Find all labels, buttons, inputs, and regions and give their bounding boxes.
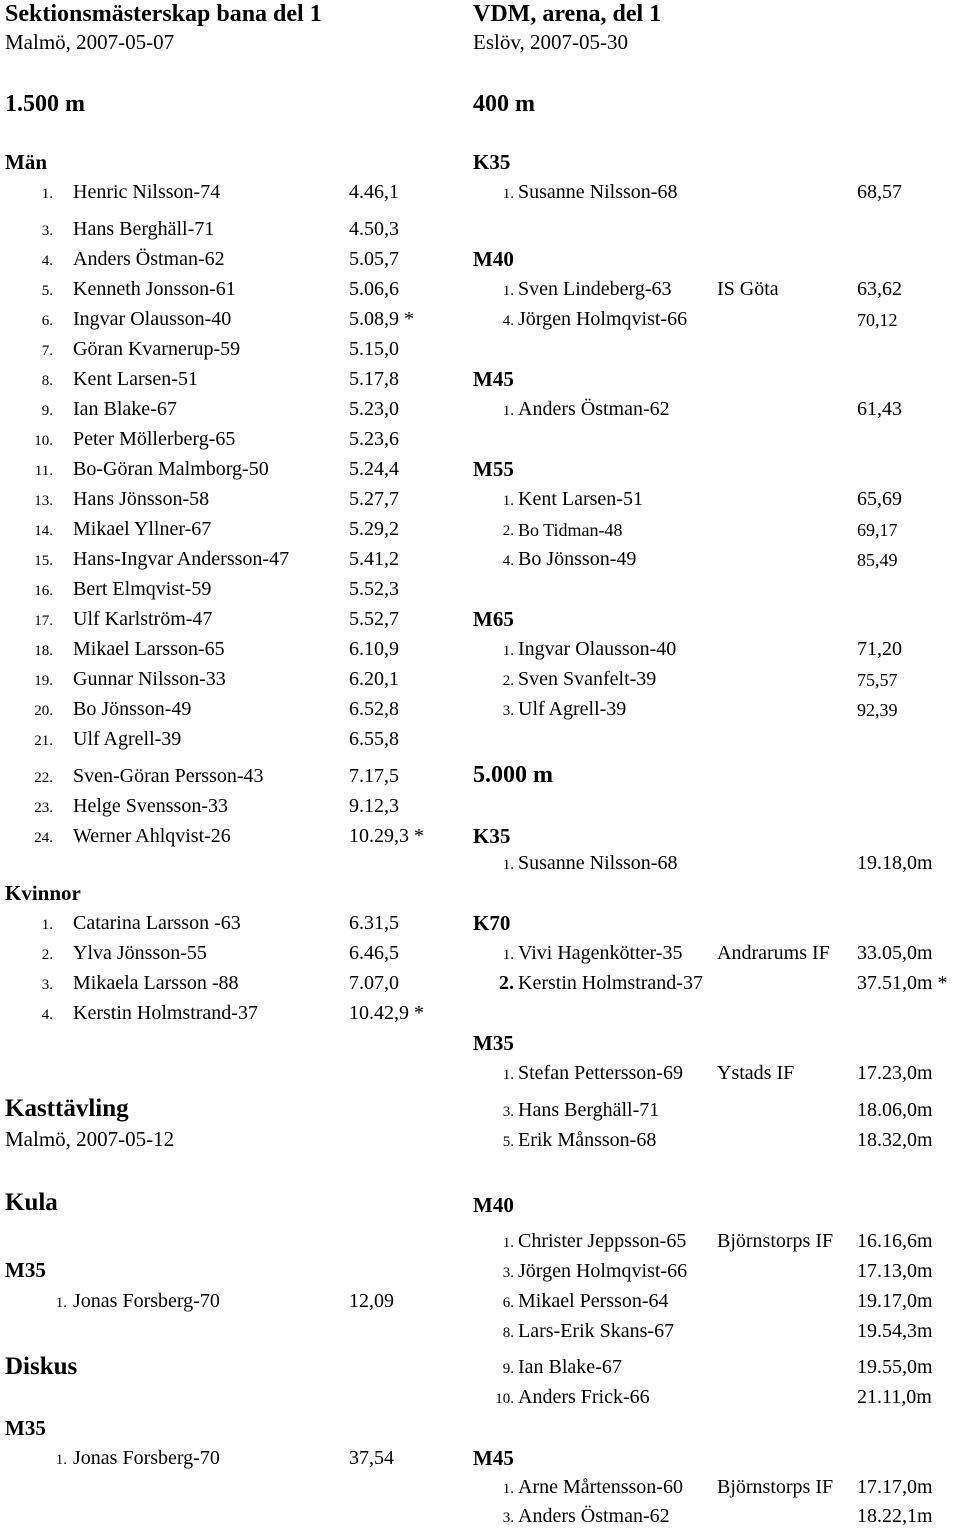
result-time: 19.55,0m xyxy=(857,1356,933,1378)
result-name: Hans Berghäll-71 xyxy=(518,1099,660,1121)
result-place: 6. xyxy=(502,1295,514,1311)
result-time: 37.51,0m * xyxy=(857,972,948,994)
result-name: Bo Jönsson-49 xyxy=(518,548,637,570)
left-subtitle: Malmö, 2007-05-07 xyxy=(5,30,175,54)
result-name: Sven Svanfelt-39 xyxy=(518,668,657,690)
result-time: 70,12 xyxy=(857,310,898,330)
result-name: Sven Lindeberg-63 xyxy=(518,278,672,300)
result-time: 16.16,6m xyxy=(857,1230,933,1252)
result-name: Mikael Yllner-67 xyxy=(73,518,212,540)
result-name: Susanne Nilsson-68 xyxy=(518,181,678,203)
kast-title: Kasttävling xyxy=(5,1095,129,1122)
result-time: 5.41,2 xyxy=(349,548,399,570)
result-name: Anders Östman-62 xyxy=(518,1505,670,1527)
result-time: 10.42,9 * xyxy=(349,1002,424,1024)
result-time: 17.23,0m xyxy=(857,1062,933,1084)
result-place: 10. xyxy=(495,1391,514,1407)
result-time: 4.46,1 xyxy=(349,181,399,203)
result-time: 6.46,5 xyxy=(349,942,399,964)
result-club: Björnstorps IF xyxy=(717,1476,834,1498)
result-place: 3. xyxy=(502,1510,514,1526)
result-name: Ingvar Olausson-40 xyxy=(73,308,232,330)
class-heading: K35 xyxy=(473,150,511,174)
result-place: 6. xyxy=(41,313,53,329)
result-name: Kerstin Holmstrand-37 xyxy=(73,1002,258,1024)
result-time: 5.27,7 xyxy=(349,488,399,510)
result-time: 5.23,0 xyxy=(349,398,399,420)
result-time: 5.24,4 xyxy=(349,458,399,480)
result-place: 1. xyxy=(502,1481,514,1497)
result-name: Bert Elmqvist-59 xyxy=(73,578,212,600)
result-name: Jörgen Holmqvist-66 xyxy=(518,1260,688,1282)
result-time: 5.29,2 xyxy=(349,518,399,540)
class-heading-kvinnor: Kvinnor xyxy=(5,881,81,905)
result-time: 5.52,7 xyxy=(349,608,399,630)
result-time: 5.23,6 xyxy=(349,428,399,450)
diskus-title: Diskus xyxy=(5,1353,78,1380)
result-name: Erik Månsson-68 xyxy=(518,1129,657,1151)
result-place: 1. xyxy=(41,917,53,933)
result-time: 6.10,9 xyxy=(349,638,399,660)
result-place: 17. xyxy=(34,613,53,629)
result-name: Peter Möllerberg-65 xyxy=(73,428,236,450)
result-place: 22. xyxy=(34,770,53,786)
result-name: Catarina Larsson -63 xyxy=(73,912,241,934)
result-name: Ylva Jönsson-55 xyxy=(73,942,207,964)
result-place: 23. xyxy=(34,800,53,816)
class-heading: M40 xyxy=(473,1193,514,1217)
result-place: 2. xyxy=(502,673,514,689)
class-heading: M55 xyxy=(473,457,514,481)
left-event-title: 1.500 m xyxy=(5,91,85,117)
result-time: 19.18,0m xyxy=(857,852,933,874)
result-name: Ulf Karlström-47 xyxy=(73,608,213,630)
result-name: Vivi Hagenkötter-35 xyxy=(518,942,683,964)
result-place: 8. xyxy=(502,1325,514,1341)
result-mark: 12,09 xyxy=(349,1290,394,1312)
kula-title: Kula xyxy=(5,1189,58,1216)
result-place: 4. xyxy=(502,313,514,329)
result-name: Susanne Nilsson-68 xyxy=(518,852,678,874)
kast-subtitle: Malmö, 2007-05-12 xyxy=(5,1127,175,1151)
result-time: 19.54,3m xyxy=(857,1320,933,1342)
result-place: 1. xyxy=(55,1295,67,1311)
result-place: 5. xyxy=(502,1134,514,1150)
diskus-class: M35 xyxy=(5,1416,46,1440)
result-time: 7.17,5 xyxy=(349,765,399,787)
result-time: 71,20 xyxy=(857,638,902,660)
kula-class: M35 xyxy=(5,1258,46,1282)
result-time: 5.52,3 xyxy=(349,578,399,600)
result-name: Bo Tidman-48 xyxy=(518,520,623,540)
class-heading: M45 xyxy=(473,367,514,391)
result-place: 1. xyxy=(502,1067,514,1083)
result-place: 5. xyxy=(41,283,53,299)
result-name: Kent Larsen-51 xyxy=(73,368,198,390)
result-time: 21.11,0m xyxy=(857,1386,932,1408)
result-name: Jonas Forsberg-70 xyxy=(73,1290,220,1312)
result-time: 69,17 xyxy=(857,520,898,540)
result-place: 1. xyxy=(502,857,514,873)
result-place: 4. xyxy=(41,253,53,269)
result-name: Anders Frick-66 xyxy=(518,1386,650,1408)
result-time: 6.31,5 xyxy=(349,912,399,934)
result-place: 1. xyxy=(502,186,514,202)
result-place: 8. xyxy=(41,373,53,389)
result-name: Hans-Ingvar Andersson-47 xyxy=(73,548,290,570)
result-time: 6.55,8 xyxy=(349,728,399,750)
result-place: 14. xyxy=(34,523,53,539)
result-time: 5.05,7 xyxy=(349,248,399,270)
result-name: Ulf Agrell-39 xyxy=(518,698,627,720)
class-heading: M35 xyxy=(473,1031,514,1055)
result-name: Mikael Persson-64 xyxy=(518,1290,669,1312)
result-place: 9. xyxy=(41,403,53,419)
result-place: 3. xyxy=(41,223,53,239)
result-place: 3. xyxy=(41,977,53,993)
result-time: 61,43 xyxy=(857,398,902,420)
event-5000m-title: 5.000 m xyxy=(473,762,553,788)
result-time: 6.20,1 xyxy=(349,668,399,690)
result-place: 1. xyxy=(502,403,514,419)
result-time: 5.08,9 * xyxy=(349,308,414,330)
result-place: 1. xyxy=(502,947,514,963)
result-name: Hans Jönsson-58 xyxy=(73,488,210,510)
result-time: 18.06,0m xyxy=(857,1099,933,1121)
result-name: Ulf Agrell-39 xyxy=(73,728,182,750)
result-time: 68,57 xyxy=(857,181,902,203)
result-time: 92,39 xyxy=(857,700,898,720)
result-place: 4. xyxy=(41,1007,53,1023)
result-name: Stefan Pettersson-69 xyxy=(518,1062,683,1084)
result-name: Ian Blake-67 xyxy=(73,398,177,420)
result-time: 85,49 xyxy=(857,550,898,570)
event-400m-title: 400 m xyxy=(473,91,535,117)
result-time: 5.17,8 xyxy=(349,368,399,390)
class-heading: M65 xyxy=(473,607,514,631)
result-place: 1. xyxy=(55,1452,67,1468)
right-title: VDM, arena, del 1 xyxy=(473,1,662,27)
result-name: Henric Nilsson-74 xyxy=(73,181,221,203)
result-time: 7.07,0 xyxy=(349,972,399,994)
result-time: 19.17,0m xyxy=(857,1290,933,1312)
result-place: 2. xyxy=(41,947,53,963)
result-place: 16. xyxy=(34,583,53,599)
result-name: Bo Jönsson-49 xyxy=(73,698,192,720)
result-name: Jörgen Holmqvist-66 xyxy=(518,308,688,330)
result-place: 24. xyxy=(34,830,53,846)
result-time: 63,62 xyxy=(857,278,902,300)
result-place: 15. xyxy=(34,553,53,569)
result-place: 1. xyxy=(502,643,514,659)
result-name: Anders Östman-62 xyxy=(73,248,225,270)
result-place: 20. xyxy=(34,703,53,719)
result-place: 1. xyxy=(41,186,53,202)
result-name: Kenneth Jonsson-61 xyxy=(73,278,236,300)
result-name: Helge Svensson-33 xyxy=(73,795,228,817)
class-heading: M40 xyxy=(473,247,514,271)
result-name: Jonas Forsberg-70 xyxy=(73,1447,220,1469)
result-time: 18.22,1m xyxy=(857,1505,933,1527)
result-place: 2. xyxy=(499,972,514,994)
result-place: 21. xyxy=(34,733,53,749)
result-name: Bo-Göran Malmborg-50 xyxy=(73,458,269,480)
result-time: 18.32,0m xyxy=(857,1129,933,1151)
result-time: 6.52,8 xyxy=(349,698,399,720)
result-name: Werner Ahlqvist-26 xyxy=(73,825,231,847)
result-place: 3. xyxy=(502,703,514,719)
result-club: IS Göta xyxy=(717,278,779,300)
result-club: Björnstorps IF xyxy=(717,1230,834,1252)
result-place: 18. xyxy=(34,643,53,659)
result-place: 1. xyxy=(502,1235,514,1251)
result-place: 1. xyxy=(502,493,514,509)
result-place: 10. xyxy=(34,433,53,449)
result-name: Mikaela Larsson -88 xyxy=(73,972,239,994)
result-name: Mikael Larsson-65 xyxy=(73,638,225,660)
result-time: 65,69 xyxy=(857,488,902,510)
result-place: 11. xyxy=(34,463,53,479)
result-name: Kent Larsen-51 xyxy=(518,488,643,510)
result-name: Ian Blake-67 xyxy=(518,1356,622,1378)
result-place: 19. xyxy=(34,673,53,689)
result-place: 2. xyxy=(502,523,514,539)
result-time: 17.13,0m xyxy=(857,1260,933,1282)
result-name: Sven-Göran Persson-43 xyxy=(73,765,264,787)
result-mark: 37,54 xyxy=(349,1447,394,1469)
result-name: Hans Berghäll-71 xyxy=(73,218,215,240)
result-time: 33.05,0m xyxy=(857,942,933,964)
result-name: Ingvar Olausson-40 xyxy=(518,638,677,660)
result-name: Lars-Erik Skans-67 xyxy=(518,1320,675,1342)
result-place: 1. xyxy=(502,283,514,299)
result-time: 17.17,0m xyxy=(857,1476,933,1498)
result-place: 3. xyxy=(502,1265,514,1281)
class-heading-man: Män xyxy=(5,150,47,174)
result-name: Göran Kvarnerup-59 xyxy=(73,338,241,360)
class-heading: M45 xyxy=(473,1446,514,1470)
result-time: 5.06,6 xyxy=(349,278,399,300)
result-place: 13. xyxy=(34,493,53,509)
result-name: Kerstin Holmstrand-37 xyxy=(518,972,703,994)
result-name: Anders Östman-62 xyxy=(518,398,670,420)
result-place: 4. xyxy=(502,553,514,569)
result-time: 4.50,3 xyxy=(349,218,399,240)
result-time: 10.29,3 * xyxy=(349,825,424,847)
result-place: 9. xyxy=(502,1361,514,1377)
result-club: Andrarums IF xyxy=(717,942,830,964)
result-place: 3. xyxy=(502,1104,514,1120)
result-name: Arne Mårtensson-60 xyxy=(518,1476,683,1498)
result-time: 75,57 xyxy=(857,670,898,690)
result-name: Gunnar Nilsson-33 xyxy=(73,668,226,690)
result-club: Ystads IF xyxy=(717,1062,795,1084)
class-heading: K70 xyxy=(473,911,511,935)
right-subtitle: Eslöv, 2007-05-30 xyxy=(473,30,628,54)
result-time: 5.15,0 xyxy=(349,338,399,360)
result-name: Christer Jeppsson-65 xyxy=(518,1230,687,1252)
result-time: 9.12,3 xyxy=(349,795,399,817)
left-title: Sektionsmästerskap bana del 1 xyxy=(5,1,322,27)
result-place: 7. xyxy=(41,343,53,359)
class-heading: K35 xyxy=(473,824,511,848)
